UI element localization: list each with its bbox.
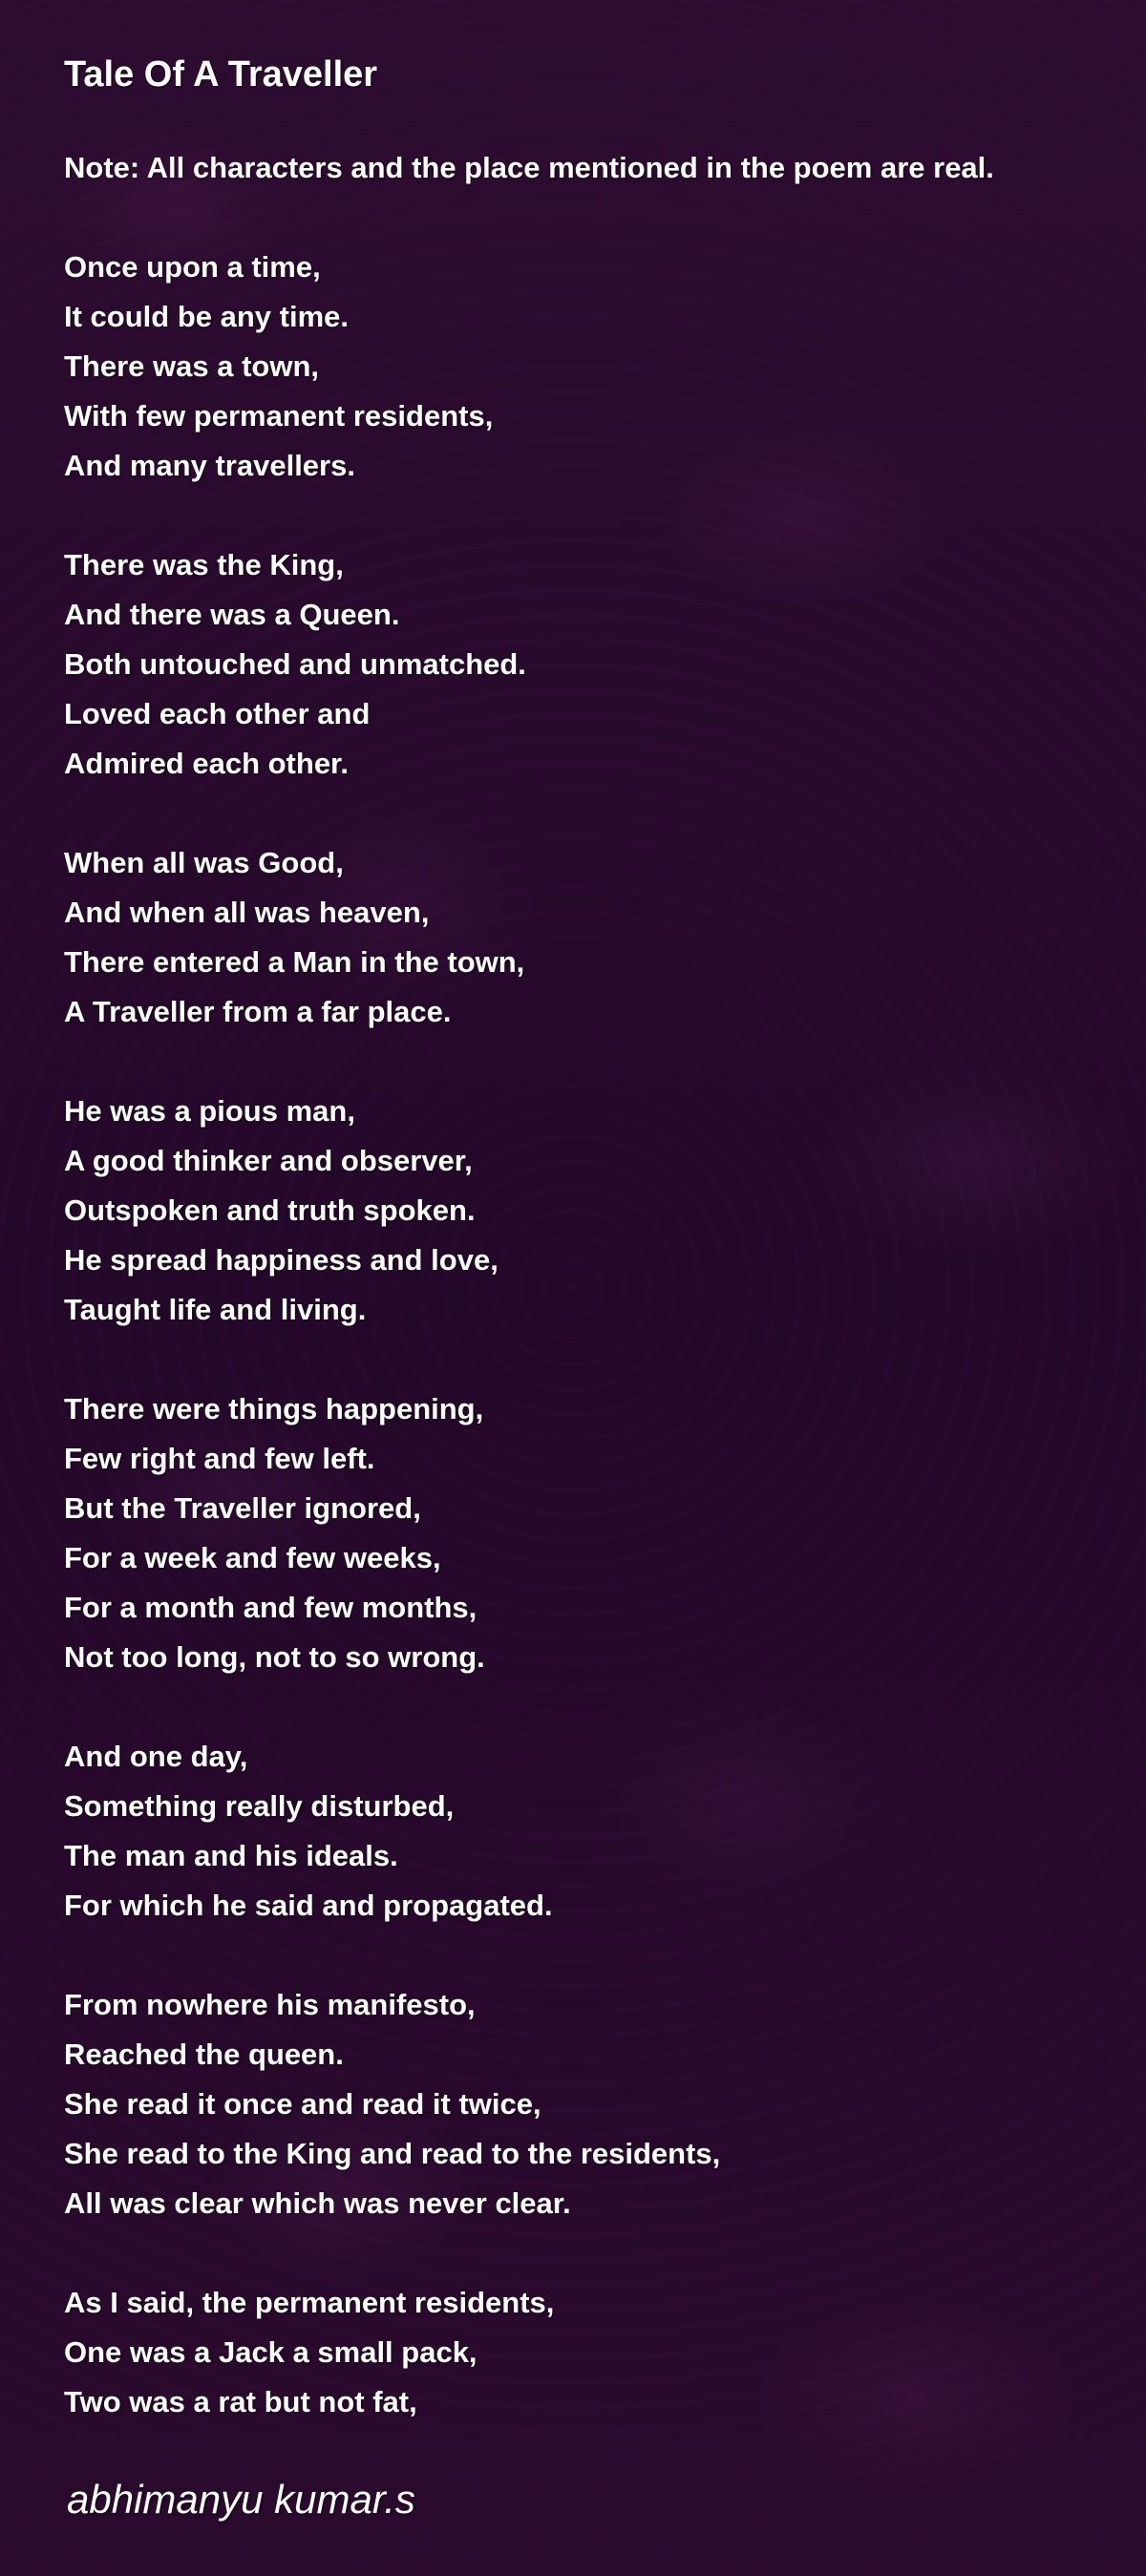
stanza [64,1384,1095,1682]
poem-line: He spread happiness and love, [64,1243,499,1277]
poem-line: Admired each other. [64,747,350,780]
poem-line: Reached the queen. [64,2038,344,2071]
stanza [64,2278,1095,2427]
poem-line: And many travellers. [64,449,355,482]
poem-line: When all was Good, [64,846,344,879]
poem-line: There entered a Man in the town, [64,945,525,979]
poem-line: There was the King, [64,548,344,581]
poem-line: And there was a Queen. [64,598,400,631]
poem-body [64,243,1095,2427]
poem-line: There was a town, [64,349,320,383]
poem-line: But the Traveller ignored, [64,1491,421,1525]
poem-container [64,46,1095,2477]
author-name: abhimanyu kumar.s [67,2477,415,2522]
poem-line: She read it once and read it twice, [64,2087,541,2121]
poem-line: As I said, the permanent residents, [64,2286,555,2319]
poem-line: Something really disturbed, [64,1789,455,1823]
poem-line: For a month and few months, [64,1591,478,1624]
poem-line: Few right and few left. [64,1442,375,1475]
poem-line: The man and his ideals. [64,1839,398,1872]
stanza [64,838,1095,1037]
stanza [64,243,1095,491]
stanza [64,1732,1095,1931]
poem-line: And when all was heaven, [64,896,430,929]
poem-line: Once upon a time, [64,250,321,284]
poem-line: One was a Jack a small pack, [64,2335,478,2369]
poem-line: Taught life and living. [64,1293,367,1326]
poem-line: Not too long, not to so wrong. [64,1640,485,1674]
poem-line: A good thinker and observer, [64,1144,473,1177]
stanza [64,540,1095,789]
poem-line: A Traveller from a far place. [64,995,452,1028]
poem-line: For which he said and propagated. [64,1889,553,1922]
stanza [64,1980,1095,2228]
poem-line: Both untouched and unmatched. [64,647,526,681]
poem-line: There were things happening, [64,1392,484,1425]
poem-line: Loved each other and [64,697,371,730]
poem-line: All was clear which was never clear. [64,2186,571,2220]
poem-line: It could be any time. [64,300,349,333]
poem-line: For a week and few weeks, [64,1541,441,1574]
poem-line: Outspoken and truth spoken. [64,1193,476,1227]
poem-line: From nowhere his manifesto, [64,1988,476,2021]
poem-line: Two was a rat but not fat, [64,2385,417,2418]
poem-note: Note: All characters and the place mentioned in the poem are real. [64,151,994,184]
poem-line: She read to the King and read to the residents, [64,2137,721,2170]
stanza [64,1087,1095,1335]
poem-line: And one day, [64,1740,248,1773]
poem-line: With few permanent residents, [64,399,494,433]
poem-line: He was a pious man, [64,1094,355,1128]
poem-title: Tale Of A Traveller [64,54,378,95]
